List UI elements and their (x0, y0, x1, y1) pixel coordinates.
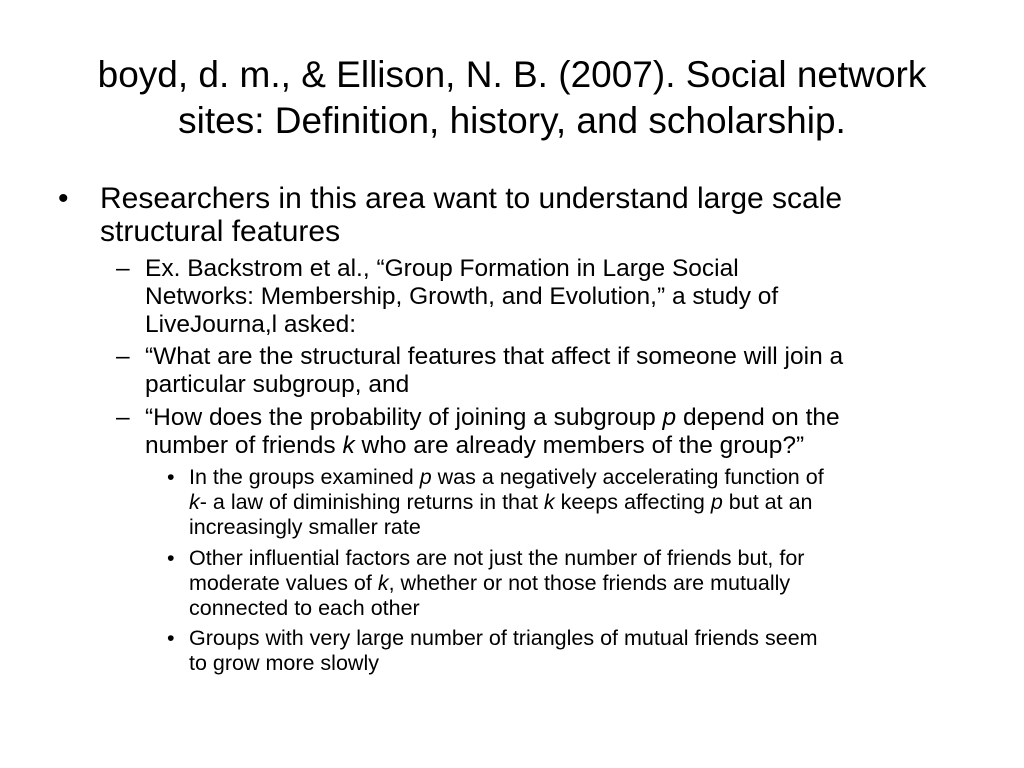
text-run: number of friends (145, 432, 343, 459)
text-run: “How does the probability of joining a subgroup (145, 404, 663, 431)
text-run: was a negatively accelerating function of (431, 465, 824, 489)
text-run: who are already members of the group?” (354, 432, 805, 459)
bullet-text-line: Researchers in this area want to understand large scale (100, 182, 843, 215)
sub-bullet-line: Ex. Backstrom et al., “Group Formation in Large Social (145, 255, 739, 282)
detail-line: Groups with very large number of triangles of mutual friends seem (189, 626, 818, 650)
text-run: but at an (722, 490, 813, 514)
dash-icon: – (116, 343, 130, 370)
detail-line: increasingly smaller rate (189, 515, 421, 539)
dash-icon: – (116, 255, 130, 282)
variable-k: k (543, 490, 555, 514)
variable-k: k (189, 490, 200, 514)
sub-bullet-probability-question (116, 404, 975, 460)
variable-p: p (419, 465, 432, 489)
slide-title (40, 52, 984, 144)
detail-line: Other influential factors are not just the number of friends but, for (189, 546, 805, 570)
variable-k: k (377, 571, 389, 595)
text-run: moderate values of (189, 571, 378, 595)
dash-icon: – (116, 404, 130, 431)
title-line: sites: Definition, history, and scholarship. (178, 100, 846, 141)
variable-p: p (710, 490, 723, 514)
variable-k: k (342, 432, 355, 459)
detail-line: to grow more slowly (189, 651, 379, 675)
detail-bullet-accelerating (167, 465, 979, 540)
bullet-icon: • (58, 182, 69, 215)
sub-bullet-line: “What are the structural features that affect if someone will join a (145, 343, 844, 370)
sub-bullet-line (145, 432, 975, 460)
sub-bullet-backstrom (116, 255, 975, 339)
detail-bullet-triangles (167, 626, 979, 676)
variable-p: p (662, 404, 677, 431)
text-run: , whether or not those friends are mutually (388, 571, 791, 595)
sub-bullet-line: particular subgroup, and (145, 371, 410, 398)
sub-bullet-line: Networks: Membership, Growth, and Evolution,” a study of (145, 283, 779, 310)
bullet-icon: • (167, 546, 175, 570)
bullet-text-line: structural features (100, 215, 341, 248)
title-line: boyd, d. m., & Ellison, N. B. (2007). Social network (97, 54, 927, 95)
detail-line: connected to each other (189, 596, 420, 620)
sub-bullet-line (145, 404, 975, 432)
text-run: keeps affecting (554, 490, 711, 514)
detail-line (189, 465, 979, 490)
text-run: In the groups examined (189, 465, 420, 489)
bullet-icon: • (167, 465, 175, 489)
detail-line (189, 490, 979, 515)
sub-bullet-structural-question (116, 343, 975, 399)
detail-line (189, 571, 979, 596)
bullet-icon: • (167, 626, 175, 650)
text-run: - a law of diminishing returns in that (199, 490, 544, 514)
text-run: depend on the (676, 404, 840, 431)
detail-bullet-influential-factors (167, 546, 979, 621)
sub-bullet-line: LiveJourna,l asked: (145, 311, 357, 338)
bullet-researchers (58, 182, 980, 248)
